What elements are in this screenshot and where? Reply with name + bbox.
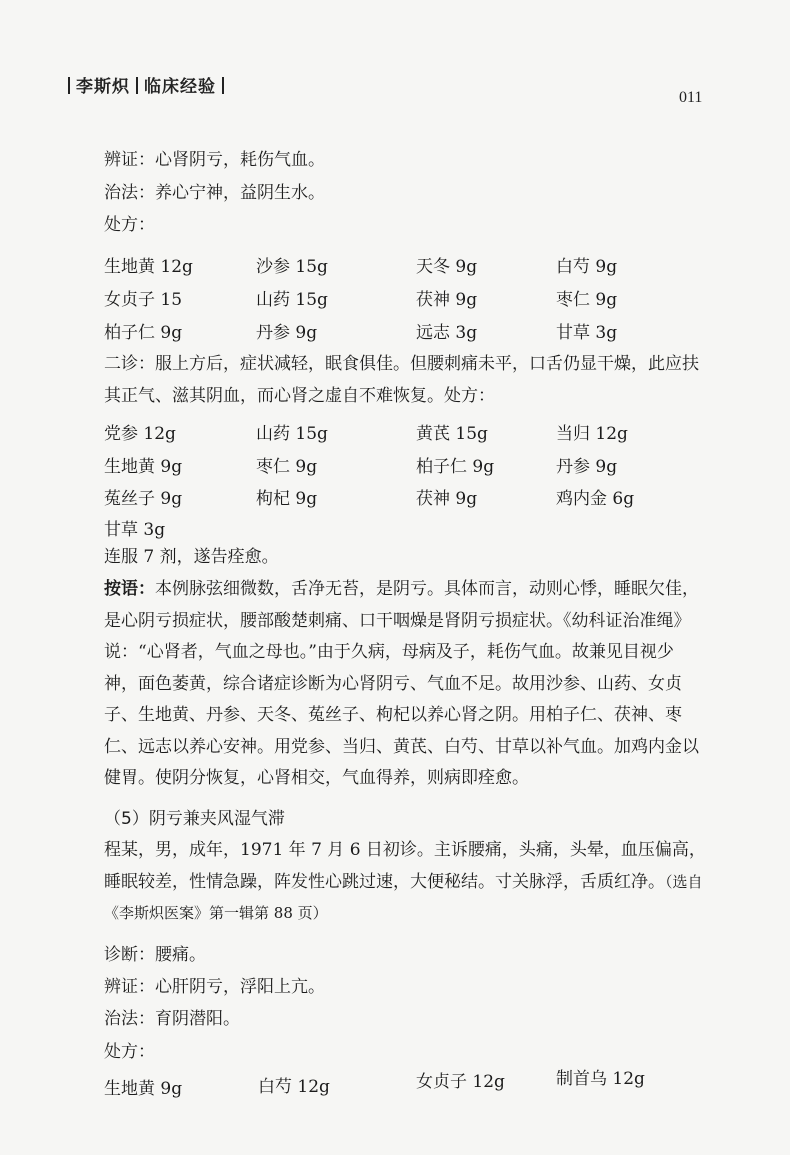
herb-item: 沙参 15g: [256, 257, 328, 277]
herb-item: 枣仁 9g: [556, 290, 618, 310]
herb-item: 枣仁 9g: [256, 457, 318, 477]
case1-rx2-row: [104, 515, 704, 541]
page-number: 011: [679, 89, 703, 106]
herb-item: 生地黄 12g: [104, 257, 193, 277]
anyu-label: 按语：: [104, 579, 155, 599]
herb-item: 生地黄 9g: [104, 1079, 183, 1099]
anyu-text: 本例脉弦细微数，舌净无苔，是阴亏。具体而言，动则心悸，睡眠欠佳，是心阴亏损症状，腰部酸楚刺痛、口干咽燥是肾阴亏损症状。《幼科证治准绳》说：“心肾者，气血之母也。”由于久病，母病及子，耗伤气血。故兼见目视少神，面色萎黄，综合诸症诊断为心肾阴亏、气血不足。故用沙参、山药、女贞子、生地黄、丹参、天冬、菟丝子、枸杞以养心肾之阴。用柏子仁、茯神、枣仁、远志以养心安神。用党参、当归、黄芪、白芍、甘草以补气血。加鸡内金以健胃。使阴分恢复，心肾相交，气血得养，则病即痊愈。: [104, 579, 699, 788]
herb-item: 党参 12g: [104, 424, 176, 444]
herb-item: 生地黄 9g: [104, 457, 183, 477]
header-author: 李斯炽: [76, 77, 130, 97]
case2-bianzheng: 辨证：心肝阴亏，浮阳上亢。: [104, 977, 325, 997]
herb-item: 山药 15g: [256, 290, 328, 310]
case2-zhenduan: 诊断：腰痛。: [104, 945, 206, 965]
header-divider: [222, 77, 224, 94]
herb-item: 枸杞 9g: [256, 489, 318, 509]
herb-item: 女贞子 12g: [416, 1072, 505, 1092]
case2-intro: [104, 835, 712, 930]
herb-item: 菟丝子 9g: [104, 489, 183, 509]
herb-item: 丹参 9g: [256, 323, 318, 343]
case1-anyu: [104, 574, 700, 795]
herb-item: 茯神 9g: [416, 489, 478, 509]
herb-item: 甘草 3g: [104, 520, 166, 540]
herb-item: 当归 12g: [556, 424, 628, 444]
case1-rx2-row: [104, 452, 704, 478]
header-divider: [136, 77, 138, 94]
case1-zhifa: 治法：养心宁神，益阴生水。: [104, 183, 325, 203]
case1-bianzheng: 辨证：心肾阴亏，耗伤气血。: [104, 150, 325, 170]
case2-rx-row: [104, 1069, 704, 1099]
herb-item: 白芍 12g: [258, 1077, 330, 1097]
case1-rx1-row: [104, 252, 704, 278]
case1-rx2-row: [104, 419, 704, 445]
herb-item: 甘草 3g: [556, 323, 618, 343]
herb-item: 柏子仁 9g: [416, 457, 495, 477]
case2-heading: （5）阴亏兼夹风湿气滞: [104, 809, 285, 829]
header-divider: [68, 77, 70, 94]
herb-item: 制首乌 12g: [556, 1069, 645, 1089]
case1-rx1-row: [104, 318, 704, 344]
herb-item: 鸡内金 6g: [556, 489, 635, 509]
herb-item: 茯神 9g: [416, 290, 478, 310]
herb-item: 柏子仁 9g: [104, 323, 183, 343]
herb-item: 远志 3g: [416, 323, 478, 343]
herb-item: 山药 15g: [256, 424, 328, 444]
case2-source-note: （选自《李斯炽医案》第一辑第 88 页）: [104, 872, 703, 922]
case1-lianfu: 连服 7 剂，遂告痊愈。: [104, 547, 279, 567]
case1-chufang-label: 处方：: [104, 215, 155, 235]
herb-item: 天冬 9g: [416, 257, 478, 277]
herb-item: 女贞子 15: [104, 290, 183, 310]
case2-intro-text: 程某，男，成年，1971 年 7 月 6 日初诊。主诉腰痛，头痛，头晕，血压偏高，睡眠较差，性情急躁，阵发性心跳过速，大便秘结。寸关脉浮，舌质红净。: [104, 840, 706, 892]
herb-item: 白芍 9g: [556, 257, 618, 277]
case1-erzhen: 二诊：服上方后，症状减轻，眠食俱佳。但腰刺痛未平，口舌仍显干燥，此应扶其正气、滋其阴血，而心肾之虚自不难恢复。处方：: [104, 354, 699, 406]
case2-chufang-label: 处方：: [104, 1042, 155, 1062]
case1-rx1-row: [104, 285, 704, 311]
case2-zhifa: 治法：育阴潜阳。: [104, 1009, 240, 1029]
herb-item: 丹参 9g: [556, 457, 618, 477]
running-header: [62, 72, 230, 97]
header-section: 临床经验: [144, 77, 216, 97]
herb-item: 黄芪 15g: [416, 424, 488, 444]
case1-rx2-row: [104, 484, 704, 510]
